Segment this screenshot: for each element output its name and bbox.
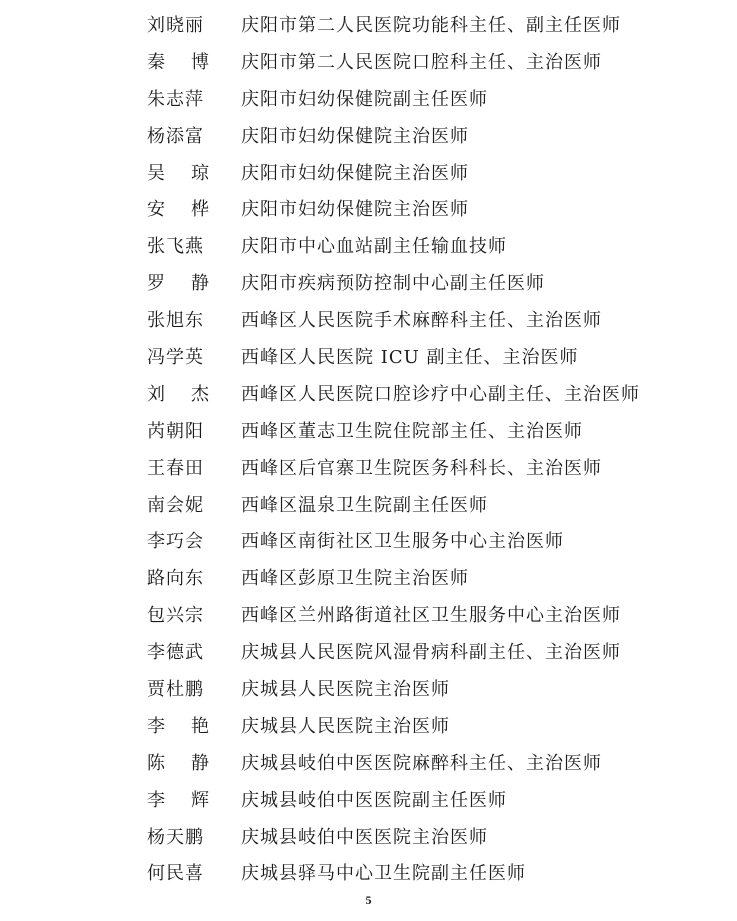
person-name: 张旭东 <box>147 310 204 332</box>
person-name: 吴 琼 <box>147 162 209 184</box>
person-name: 秦 博 <box>147 51 209 73</box>
person-title: 庆阳市第二人民医院口腔科主任、主治医师 <box>241 51 602 73</box>
list-item <box>0 561 737 598</box>
person-name: 李 艳 <box>147 715 209 737</box>
person-name: 南会妮 <box>147 494 204 516</box>
person-title: 庆阳市妇幼保健院副主任医师 <box>241 88 488 110</box>
list-item <box>0 524 737 561</box>
person-name: 路向东 <box>147 568 204 590</box>
list-item <box>0 82 737 119</box>
person-name: 朱志萍 <box>147 88 204 110</box>
list-item <box>0 303 737 340</box>
person-name: 冯学英 <box>147 347 204 369</box>
person-title: 庆城县岐伯中医医院副主任医师 <box>241 789 507 811</box>
person-name: 安 桦 <box>147 199 209 221</box>
person-title: 西峰区人民医院 ICU 副主任、主治医师 <box>241 347 579 369</box>
person-title: 西峰区董志卫生院住院部主任、主治医师 <box>241 420 583 442</box>
person-title: 庆城县驿马中心卫生院副主任医师 <box>241 863 526 885</box>
person-title: 西峰区彭原卫生院主治医师 <box>241 568 469 590</box>
list-item <box>0 709 737 746</box>
list-item <box>0 672 737 709</box>
person-title: 西峰区兰州路街道社区卫生服务中心主治医师 <box>241 605 621 627</box>
person-name: 贾杜鹏 <box>147 679 204 701</box>
person-title: 庆城县岐伯中医医院麻醉科主任、主治医师 <box>241 752 602 774</box>
page-number: 5 <box>365 893 372 907</box>
person-title: 西峰区人民医院口腔诊疗中心副主任、主治医师 <box>241 383 640 405</box>
list-item <box>0 192 737 229</box>
list-item <box>0 451 737 488</box>
list-item <box>0 783 737 820</box>
person-name: 刘晓丽 <box>147 15 204 36</box>
list-item <box>0 229 737 266</box>
person-name: 李 辉 <box>147 789 209 811</box>
person-name: 杨添富 <box>147 125 204 147</box>
person-title: 庆阳市妇幼保健院主治医师 <box>241 199 469 221</box>
person-name: 罗 静 <box>147 273 209 295</box>
person-title: 西峰区后官寨卫生院医务科科长、主治医师 <box>241 457 602 479</box>
person-title: 西峰区南街社区卫生服务中心主治医师 <box>241 531 564 553</box>
person-title: 庆阳市第二人民医院功能科主任、副主任医师 <box>241 15 621 36</box>
person-name: 芮朝阳 <box>147 420 204 442</box>
list-item <box>0 635 737 672</box>
list-item <box>0 414 737 451</box>
list-item <box>0 340 737 377</box>
list-item <box>0 266 737 303</box>
person-title: 庆阳市疾病预防控制中心副主任医师 <box>241 273 545 295</box>
person-title: 庆城县人民医院主治医师 <box>241 715 450 737</box>
person-title: 庆阳市妇幼保健院主治医师 <box>241 162 469 184</box>
person-name: 陈 静 <box>147 752 209 774</box>
person-title: 庆城县岐伯中医医院主治医师 <box>241 826 488 848</box>
person-name: 包兴宗 <box>147 605 204 627</box>
list-item <box>0 8 737 45</box>
person-title: 庆阳市中心血站副主任输血技师 <box>241 236 507 258</box>
list-item <box>0 156 737 193</box>
person-title: 西峰区温泉卫生院副主任医师 <box>241 494 488 516</box>
person-name: 刘 杰 <box>147 383 209 405</box>
list-item <box>0 45 737 82</box>
list-item <box>0 598 737 635</box>
list-item <box>0 488 737 525</box>
list-item <box>0 377 737 414</box>
list-item <box>0 119 737 156</box>
list-item <box>0 856 737 893</box>
person-name: 李巧会 <box>147 531 204 553</box>
person-title: 西峰区人民医院手术麻醉科主任、主治医师 <box>241 310 602 332</box>
list-item <box>0 820 737 857</box>
person-name: 李德武 <box>147 642 204 664</box>
person-title: 庆城县人民医院主治医师 <box>241 679 450 701</box>
person-title: 庆阳市妇幼保健院主治医师 <box>241 125 469 147</box>
person-name: 杨天鹏 <box>147 826 204 848</box>
personnel-list <box>0 8 737 893</box>
person-name: 何民喜 <box>147 863 204 885</box>
person-title: 庆城县人民医院风湿骨病科副主任、主治医师 <box>241 642 621 664</box>
person-name: 张飞燕 <box>147 236 204 258</box>
person-name: 王春田 <box>147 457 204 479</box>
list-item <box>0 746 737 783</box>
